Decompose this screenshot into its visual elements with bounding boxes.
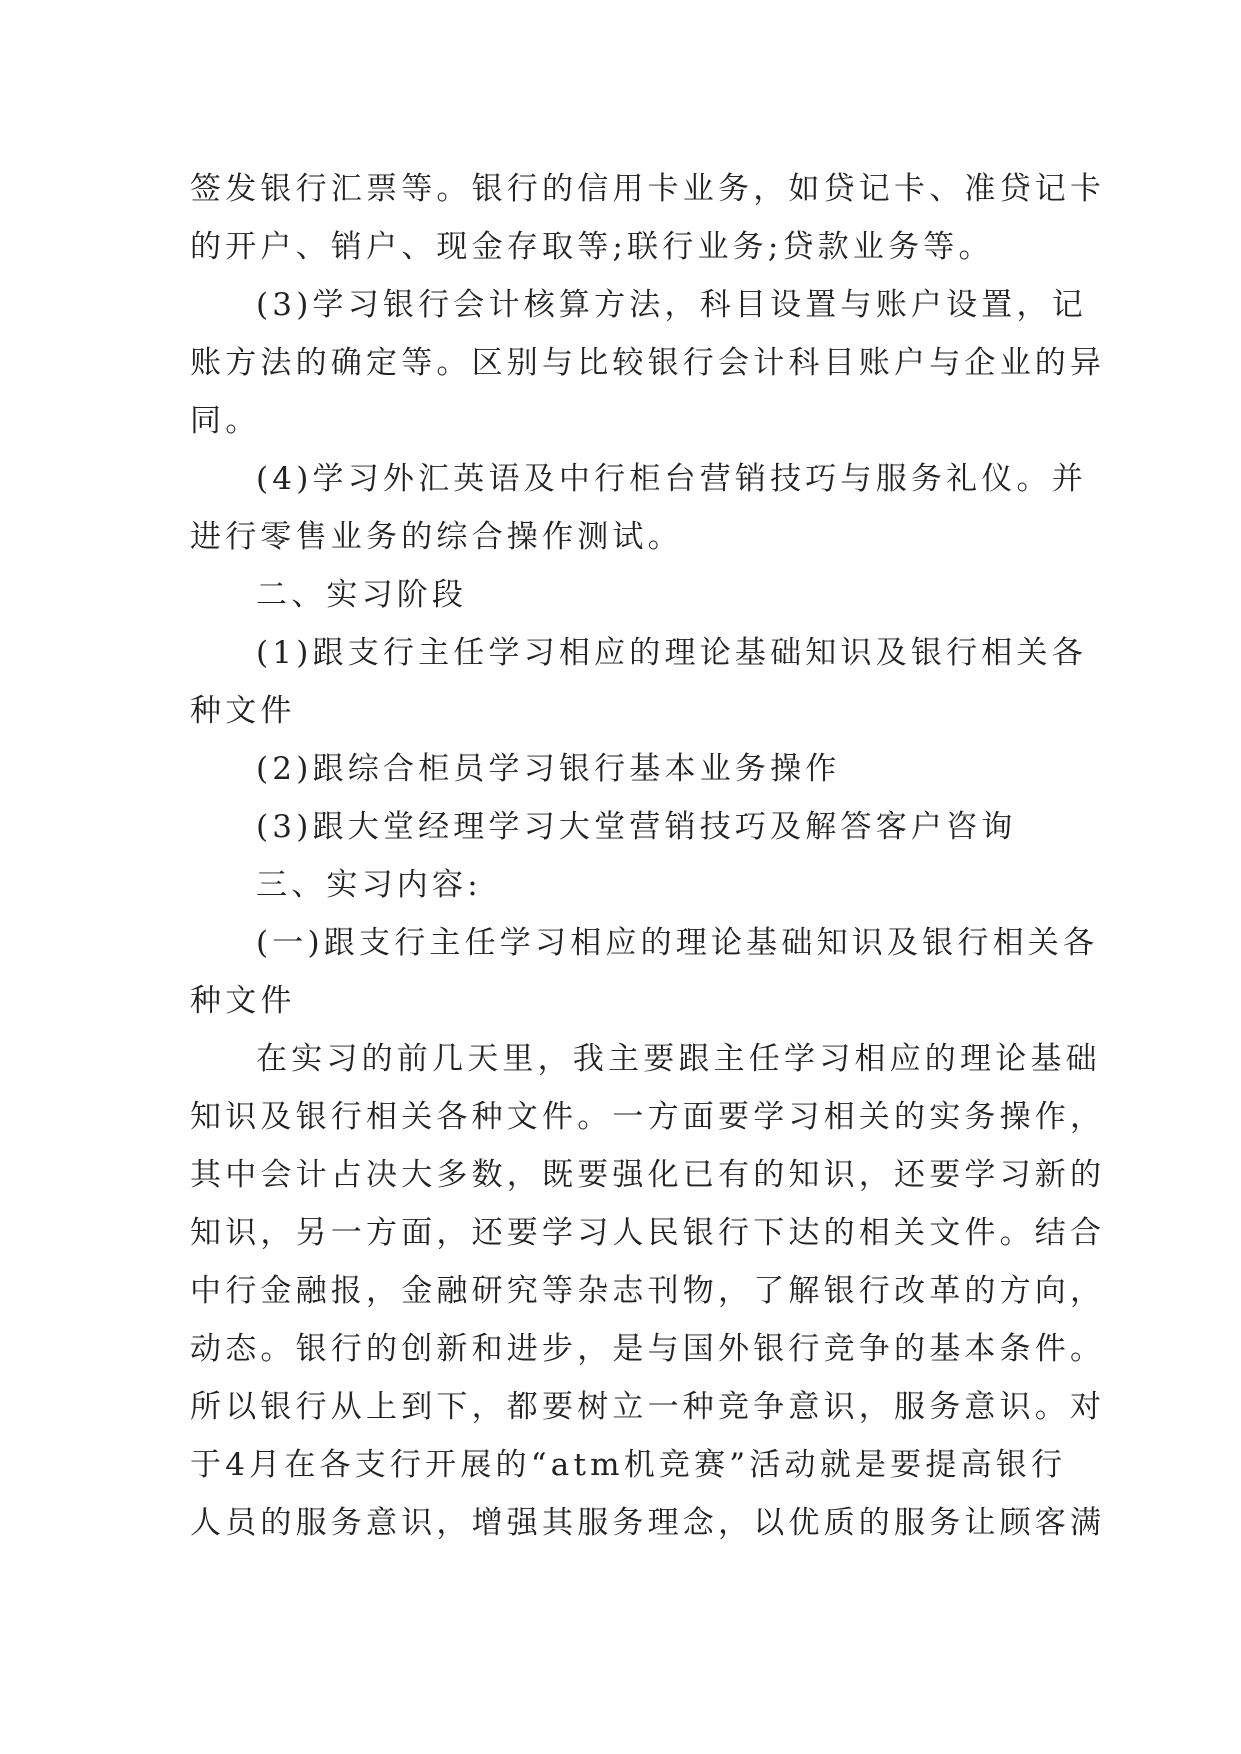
body-text-line: (3)学习银行会计核算方法，科目设置与账户设置，记	[256, 287, 1087, 323]
body-text-line: 于4月在各支行开展的“atm机竞赛”活动就是要提高银行	[190, 1447, 1067, 1483]
body-text-line: 签发银行汇票等。银行的信用卡业务，如贷记卡、准贷记卡	[190, 171, 1106, 207]
body-text-line: (2)跟综合柜员学习银行基本业务操作	[256, 751, 841, 787]
body-text-line: 所以银行从上到下，都要树立一种竞争意识，服务意识。对	[190, 1389, 1106, 1425]
body-text-line: 种文件	[190, 983, 296, 1019]
section-heading: 三、实习内容:	[256, 867, 482, 903]
body-text-line: 人员的服务意识，增强其服务理念，以优质的服务让顾客满	[190, 1505, 1106, 1541]
body-text-line: 账方法的确定等。区别与比较银行会计科目账户与企业的异	[190, 345, 1106, 381]
body-text-line: 其中会计占决大多数，既要强化已有的知识，还要学习新的	[190, 1157, 1106, 1193]
body-text-line: 知识及银行相关各种文件。一方面要学习相关的实务操作，	[190, 1099, 1106, 1135]
body-text-line: (1)跟支行主任学习相应的理论基础知识及银行相关各	[256, 635, 1087, 671]
body-text-line: (4)学习外汇英语及中行柜台营销技巧与服务礼仪。并	[256, 461, 1087, 497]
body-text-line: 同。	[190, 403, 261, 439]
document-body	[190, 160, 1106, 1552]
body-text-line: 中行金融报，金融研究等杂志刊物，了解银行改革的方向，	[190, 1273, 1106, 1309]
body-text-line: 动态。银行的创新和进步，是与国外银行竞争的基本条件。	[190, 1331, 1106, 1367]
body-text-line: 进行零售业务的综合操作测试。	[190, 519, 683, 555]
body-text-line: 的开户、销户、现金存取等;联行业务;贷款业务等。	[190, 229, 994, 265]
body-text-line: (3)跟大堂经理学习大堂营销技巧及解答客户咨询	[256, 809, 1017, 845]
subsection-heading: (一)跟支行主任学习相应的理论基础知识及银行相关各	[256, 925, 1099, 961]
body-text-line: 知识，另一方面，还要学习人民银行下达的相关文件。结合	[190, 1215, 1106, 1251]
body-text-line: 种文件	[190, 693, 296, 729]
section-heading: 二、实习阶段	[256, 577, 468, 613]
body-text-line: 在实习的前几天里，我主要跟主任学习相应的理论基础	[256, 1041, 1101, 1077]
